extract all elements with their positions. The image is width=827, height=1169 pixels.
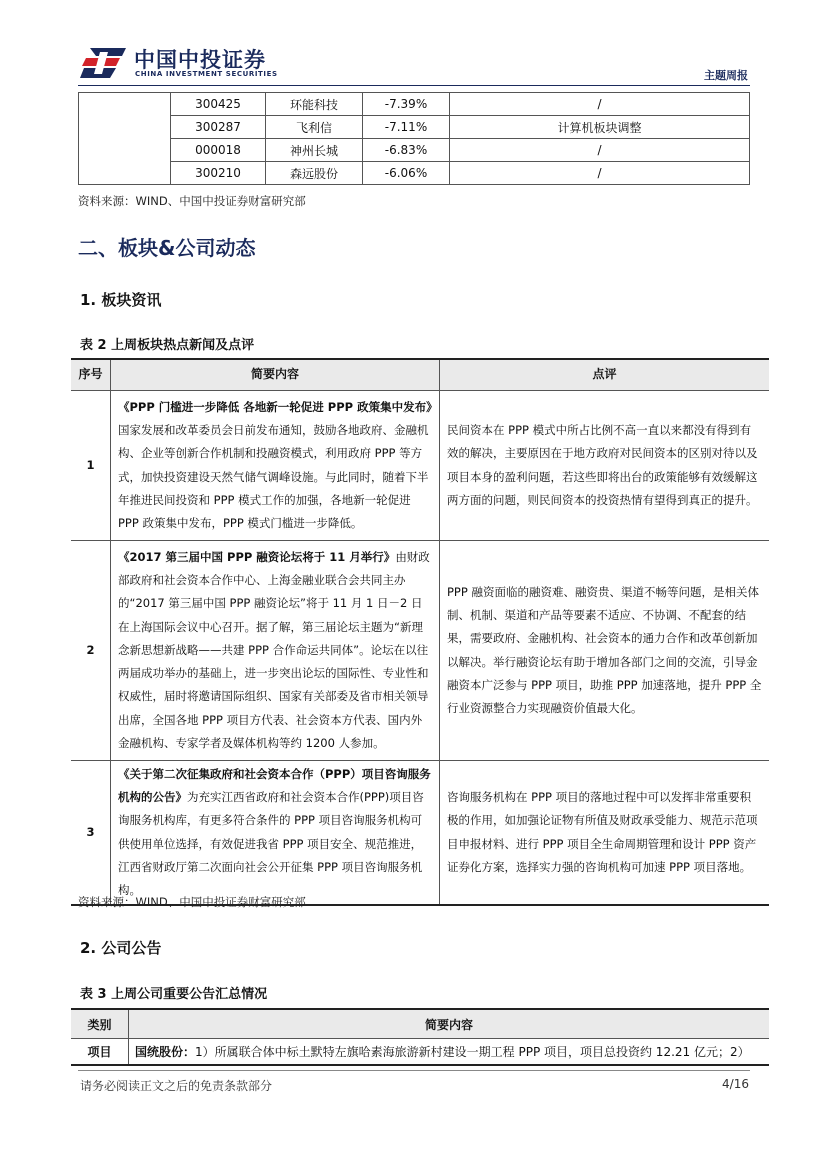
announcement-text: 1）所属联合体中标土默特左旗哈素海旅游新村建设一期工程 PPP 项目，项目总投资约 12.21 亿元；2） (195, 1045, 750, 1059)
table-row (71, 391, 769, 541)
stock-table (78, 92, 750, 185)
footer-divider (78, 1070, 750, 1071)
header-divider (78, 85, 750, 86)
table-header-row (71, 1009, 769, 1039)
news-comment: PPP 融资面临的融资难、融资贵、渠道不畅等问题，是相关体制、机制、渠道和产品等要素不适应、不协调、不配套的结果，需要政府、金融机构、社会资本的通力合作和改革创新加以解决。举行融资论坛有助于增加各部门之间的交流，引导金融资本广泛参与 PPP 项目，助推 PPP 加速落地，提升 PPP 全行业资源整合力实现融资价值最大化。 (440, 541, 770, 761)
news-body: 由财政部政府和社会资本合作中心、上海金融业联合会共同主办的“2017 第三届中国 PPP 融资论坛”将于 11 月 1 日－2 日在上海国际会议中心召开。据了解，第三届论坛主题为“新理念新思想新战略——共建 PPP 合作命运共同体”。论坛在以往两届成功举办的基础上，进一步突出论坛的国际性、专业性和权威性，届时将邀请国际组织、国家有关部委及省市相关领导出席，全国各地 PPP 项目方代表、社会资本方代表、国内外金融机构、专家学者及媒体机构等约 1200 人参加。 (118, 550, 430, 750)
stock-note: / (450, 162, 750, 185)
report-type: 主题周报 (704, 69, 748, 82)
news-title: 《关于第二次征集政府和社会资本合作（PPP）项目咨询服务机构的公告》 (118, 767, 431, 805)
table-row (79, 162, 750, 185)
stock-name: 环能科技 (266, 93, 363, 116)
subsection-title: 2. 公司公告 (80, 939, 162, 957)
table-row (79, 139, 750, 162)
news-title: 《2017 第三届中国 PPP 融资论坛将于 11 月举行》 (118, 550, 396, 565)
announcement-table (71, 1008, 769, 1066)
news-comment: 民间资本在 PPP 模式中所占比例不高一直以来都没有得到有效的解决，主要原因在于地方政府对民间资本的区别对待以及项目本身的盈利问题，若这些即将出台的政策能够有效缓解这两方面的问题，则民间资本的投资热情有望得到真正的提升。 (440, 391, 770, 541)
table-row (79, 93, 750, 116)
announcement-company: 国统股份： (135, 1045, 196, 1059)
news-summary (111, 761, 440, 906)
table-row (71, 761, 769, 906)
stock-change: -6.83% (363, 139, 450, 162)
news-comment: 咨询服务机构在 PPP 项目的落地过程中可以发挥非常重要积极的作用，如加强论证物有所值及财政承受能力、规范示范项目申报材料、进行 PPP 项目全生命周期管理和设计 PPP 资产证券化方案，选择实力强的咨询机构可加速 PPP 项目落地。 (440, 761, 770, 906)
section-title: 二、板块&公司动态 (78, 236, 256, 260)
table-row (79, 116, 750, 139)
news-body: 国家发展和改革委员会日前发布通知，鼓励各地政府、金融机构、企业等创新合作机制和投融资模式，利用政府 PPP 等方式，加快投资建设天然气储气调峰设施。与此同时，随着下半年推进民间投资和 PPP 模式工作的加强，各地新一轮促进 PPP 政策集中发布，PPP 模式门槛进一步降低。 (118, 423, 429, 530)
stock-change: -6.06% (363, 162, 450, 185)
table-header-row (71, 359, 769, 391)
column-header-category: 类别 (71, 1009, 129, 1039)
news-table (71, 358, 769, 906)
footer-disclaimer: 请务必阅读正文之后的免责条款部分 (80, 1079, 273, 1093)
stock-name: 森远股份 (266, 162, 363, 185)
table-caption: 表 2 上周板块热点新闻及点评 (80, 338, 255, 353)
stock-name: 神州长城 (266, 139, 363, 162)
page-header (78, 44, 750, 84)
stock-name: 飞利信 (266, 116, 363, 139)
row-number: 3 (71, 761, 111, 906)
stock-change: -7.11% (363, 116, 450, 139)
source-note: 资料来源：WIND、中国中投证券财富研究部 (78, 194, 306, 208)
stock-note: / (450, 93, 750, 116)
stock-code: 000018 (171, 139, 266, 162)
subsection-title: 1. 板块资讯 (80, 291, 162, 309)
news-summary (111, 541, 440, 761)
column-header-comment: 点评 (440, 359, 770, 391)
table-row (71, 541, 769, 761)
row-number: 1 (71, 391, 111, 541)
stock-note: 计算机板块调整 (450, 116, 750, 139)
column-header-no: 序号 (71, 359, 111, 391)
page-number: 4/16 (722, 1077, 749, 1091)
company-logo-icon (80, 46, 126, 80)
stock-code: 300425 (171, 93, 266, 116)
row-number: 2 (71, 541, 111, 761)
company-name-cn: 中国中投证券 (134, 48, 266, 72)
stock-note: / (450, 139, 750, 162)
table-cell (79, 93, 171, 185)
news-body: 为充实江西省政府和社会资本合作(PPP)项目咨询服务机构库，有更多符合条件的 PPP 项目咨询服务机构可供使用单位选择，有效促进我省 PPP 项目安全、规范推进，江西省财政厅第二次面向社会公开征集 PPP 项目咨询服务机构。 (118, 790, 424, 898)
company-name-en: CHINA INVESTMENT SECURITIES (135, 70, 278, 78)
announcement-summary (129, 1039, 770, 1066)
stock-code: 300210 (171, 162, 266, 185)
stock-code: 300287 (171, 116, 266, 139)
stock-change: -7.39% (363, 93, 450, 116)
table-row (71, 1039, 769, 1066)
announcement-category: 项目 (71, 1039, 129, 1066)
column-header-summary: 简要内容 (129, 1009, 770, 1039)
news-summary (111, 391, 440, 541)
column-header-summary: 简要内容 (111, 359, 440, 391)
source-note: 资料来源：WIND、中国中投证券财富研究部 (78, 895, 306, 909)
news-title: 《PPP 门槛进一步降低 各地新一轮促进 PPP 政策集中发布》 (118, 399, 438, 414)
table-caption: 表 3 上周公司重要公告汇总情况 (80, 987, 268, 1002)
